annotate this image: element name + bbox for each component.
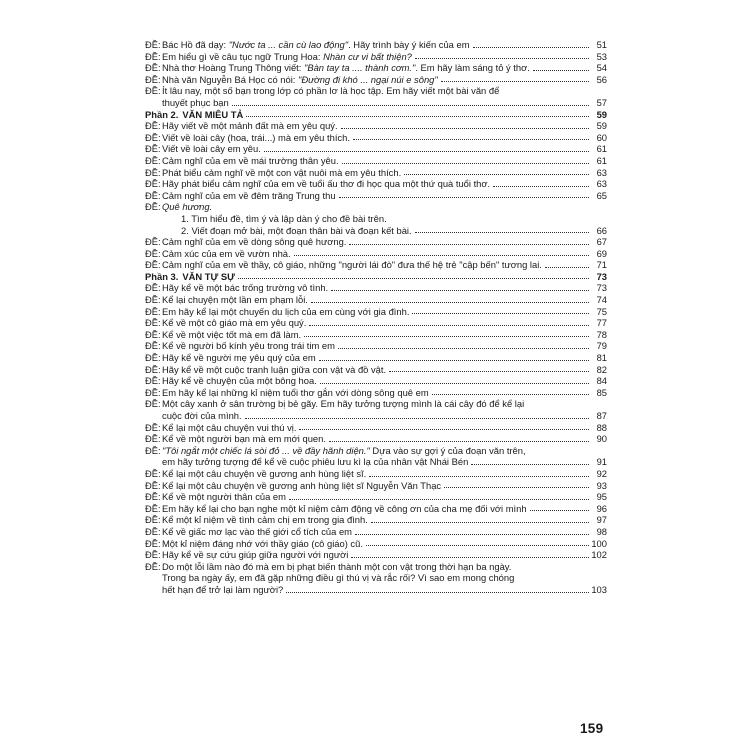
sub-entry-text: Viết đoạn mở bài, một đoạn thân bài và đoạn kết bài. xyxy=(191,224,412,236)
entry-prefix: ĐỀ: xyxy=(145,375,161,387)
dot-leader xyxy=(339,197,589,198)
entry-title xyxy=(162,445,526,457)
entry-text: Bác Hồ đã dạy: xyxy=(162,39,229,50)
entry-text: Viết về loài cây em yêu. xyxy=(162,143,261,155)
entry-prefix: ĐỀ: xyxy=(145,560,161,572)
dot-leader xyxy=(329,441,589,442)
entry-page-number: 92 xyxy=(596,467,607,479)
entry-title xyxy=(162,538,363,550)
dot-leader xyxy=(286,592,589,593)
dot-leader xyxy=(232,105,589,106)
entry-text: Hãy kể về sự cứu giúp giữa người với người xyxy=(162,549,349,561)
dot-leader xyxy=(304,336,589,337)
entry-text: Hãy viết về một mảnh đất mà em yêu quý. xyxy=(162,120,338,132)
dot-leader xyxy=(369,476,589,477)
entry-text: Cảm nghĩ của em về dòng sông quê hương. xyxy=(162,236,347,248)
entry-text: Hãy phát biểu cảm nghĩ của em về tuổi ấu thơ đi học qua một thứ quà tuổi thơ. xyxy=(162,178,491,190)
toc-entry xyxy=(145,85,607,97)
entry-text: Em hãy kể lại cho bạn nghe một kỉ niệm cảm động về công ơn của cha mẹ đối với mình xyxy=(162,502,527,514)
sub-entry-text: Tìm hiểu đề, tìm ý và lập dàn ý cho đề bài trên. xyxy=(191,212,387,224)
entry-prefix: ĐỀ: xyxy=(145,236,161,248)
toc-entry xyxy=(145,248,607,260)
entry-text: VĂN MIÊU TẢ xyxy=(182,108,244,120)
entry-title xyxy=(162,456,468,468)
toc-entry xyxy=(145,306,607,318)
toc-entry xyxy=(145,398,607,410)
entry-text-tail: . Hãy trình bày ý kiến của em xyxy=(348,39,470,50)
entry-title xyxy=(162,340,335,352)
toc-entry xyxy=(145,190,607,202)
entry-title xyxy=(162,155,339,167)
entry-prefix: ĐỀ: xyxy=(145,467,161,479)
entry-page-number: 71 xyxy=(596,259,607,271)
entry-prefix: ĐỀ: xyxy=(145,62,161,74)
entry-title xyxy=(162,120,338,132)
entry-page-number: 97 xyxy=(596,514,607,526)
entry-prefix: ĐỀ: xyxy=(145,201,161,213)
entry-title xyxy=(162,480,441,492)
toc-entry xyxy=(145,143,607,155)
toc-entry xyxy=(145,74,607,86)
toc-entry xyxy=(145,329,607,341)
entry-text: Em hãy kể lại những kỉ niệm tuổi thơ gắn với dòng sông quê em xyxy=(162,386,429,398)
toc-entry xyxy=(145,584,607,596)
entry-text: VĂN TỰ SỰ xyxy=(182,270,235,282)
dot-leader xyxy=(371,522,589,523)
entry-title xyxy=(162,178,490,190)
entry-title xyxy=(162,503,527,515)
dot-leader xyxy=(299,429,589,430)
entry-page-number: 53 xyxy=(596,50,607,62)
entry-page-number: 75 xyxy=(596,305,607,317)
entry-prefix: ĐỀ: xyxy=(145,317,161,329)
entry-text: Kể về một người thân của em xyxy=(162,491,286,503)
entry-title xyxy=(162,352,316,364)
dot-leader xyxy=(338,348,589,349)
entry-page-number: 96 xyxy=(596,502,607,514)
dot-leader xyxy=(353,139,589,140)
dot-leader xyxy=(331,290,589,291)
entry-title xyxy=(162,433,326,445)
entry-prefix: ĐỀ: xyxy=(145,525,161,537)
entry-prefix: ĐỀ: xyxy=(145,294,161,306)
toc-entry xyxy=(145,340,607,352)
entry-page-number: 82 xyxy=(596,363,607,375)
entry-page-number: 84 xyxy=(596,375,607,387)
toc-entry xyxy=(145,236,607,248)
entry-title xyxy=(162,514,368,526)
toc-entry xyxy=(145,364,607,376)
entry-page-number: 79 xyxy=(596,340,607,352)
entry-title xyxy=(162,422,296,434)
entry-title xyxy=(162,375,317,387)
entry-text: Hãy kể về chuyện của một bông hoa. xyxy=(162,375,317,387)
dot-leader xyxy=(342,163,589,164)
entry-title xyxy=(162,561,511,573)
entry-page-number: 59 xyxy=(596,108,607,120)
entry-title xyxy=(162,329,301,341)
entry-title xyxy=(162,97,229,109)
entry-title xyxy=(162,132,350,144)
entry-page-number: 63 xyxy=(596,166,607,178)
entry-page-number: 69 xyxy=(596,247,607,259)
toc-entry xyxy=(145,468,607,480)
entry-title xyxy=(162,526,352,538)
toc-entry xyxy=(145,294,607,306)
page-number: 159 xyxy=(580,721,604,736)
entry-text: Viết về loài cây (hoa, trái...) mà em yêu thích. xyxy=(162,131,350,143)
entry-page-number: 67 xyxy=(596,236,607,248)
entry-prefix: ĐỀ: xyxy=(145,259,161,271)
toc-entry xyxy=(145,572,607,584)
entry-prefix: ĐỀ: xyxy=(145,502,161,514)
entry-text: em hãy tưởng tượng để kể về cuộc phiêu lưu kì lạ của nhân vật Nhái Bén xyxy=(162,456,469,468)
dot-leader xyxy=(341,128,589,129)
entry-title xyxy=(162,259,542,271)
entry-page-number: 77 xyxy=(596,317,607,329)
toc-sub-entry xyxy=(145,225,607,237)
entry-text: thuyết phục bạn xyxy=(162,96,229,108)
entry-title xyxy=(162,236,346,248)
entry-title xyxy=(162,167,401,179)
entry-title xyxy=(162,572,514,584)
entry-prefix: ĐỀ: xyxy=(145,166,161,178)
entry-text: Kể lại một câu chuyện về gương anh hùng liệt sĩ. xyxy=(162,467,367,479)
entry-text: Kể một kỉ niệm về tình cảm chị em trong gia đình. xyxy=(162,514,368,526)
entry-prefix: ĐỀ: xyxy=(145,514,161,526)
dot-leader xyxy=(289,499,589,500)
entry-page-number: 91 xyxy=(596,456,607,468)
entry-quote: "Bàn tay ta .... thành cơm." xyxy=(304,62,416,74)
entry-text: Kể về người bố kính yêu trong trái tim em xyxy=(162,340,335,352)
toc-entry xyxy=(145,538,607,550)
dot-leader xyxy=(471,464,589,465)
dot-leader xyxy=(441,81,589,82)
table-of-contents xyxy=(145,39,607,596)
dot-leader xyxy=(545,267,589,268)
toc-entry xyxy=(145,167,607,179)
entry-quote: Nhàn cư vi bất thiện? xyxy=(323,50,412,62)
entry-page-number: 90 xyxy=(596,433,607,445)
sub-entry-title xyxy=(181,213,387,225)
entry-prefix: ĐỀ: xyxy=(145,491,161,503)
entry-text: Do một lỗi lầm nào đó mà em bị phạt biến thành một con vật trong thời hạn ba ngày. xyxy=(162,560,512,572)
entry-page-number: 59 xyxy=(596,120,607,132)
entry-text: cuộc đời của mình. xyxy=(162,410,242,421)
toc-entry xyxy=(145,39,607,51)
toc-entry xyxy=(145,387,607,399)
dot-leader xyxy=(444,487,589,488)
entry-text: Cảm nghĩ của em về thầy, cô giáo, những "người lái đò" đưa thế hệ trẻ "cập bến" tương lai. xyxy=(162,259,542,271)
toc-entry xyxy=(145,526,607,538)
dot-leader xyxy=(246,116,589,117)
section-label: Phần 3. xyxy=(145,270,179,282)
section-heading xyxy=(145,109,607,121)
entry-prefix: ĐỀ: xyxy=(145,398,161,410)
entry-text: Em hãy kể lại một chuyến du lịch của em cùng với gia đình. xyxy=(162,305,410,317)
entry-prefix: ĐỀ: xyxy=(145,305,161,317)
entry-page-number: 54 xyxy=(596,62,607,74)
entry-title xyxy=(162,410,242,422)
entry-prefix: ĐỀ: xyxy=(145,247,161,259)
toc-entry xyxy=(145,503,607,515)
entry-text: Cảm nghĩ của em về đêm trăng Trung thu xyxy=(162,189,336,201)
entry-page-number: 85 xyxy=(596,386,607,398)
toc-entry xyxy=(145,51,607,63)
entry-prefix: ĐỀ: xyxy=(145,154,161,166)
entry-text: Cảm xúc của em về vườn nhà. xyxy=(162,247,291,259)
entry-title xyxy=(162,317,306,329)
entry-text: Nhà thơ Hoàng Trung Thông viết: xyxy=(162,62,304,74)
dot-leader xyxy=(264,151,589,152)
entry-prefix: ĐỀ: xyxy=(145,328,161,340)
entry-text: Trong ba ngày ấy, em đã gặp những điều gì thú vị và rắc rối? Vì sao em mong chóng xyxy=(162,572,515,584)
dot-leader xyxy=(533,70,589,71)
entry-text: Kể về giấc mơ lạc vào thế giới cổ tích của em xyxy=(162,525,352,537)
toc-entry xyxy=(145,352,607,364)
dot-leader xyxy=(366,545,589,546)
dot-leader xyxy=(320,383,589,384)
entry-prefix: ĐỀ: xyxy=(145,85,161,97)
entry-prefix: ĐỀ: xyxy=(145,39,161,50)
entry-title xyxy=(162,143,261,155)
entry-title xyxy=(162,62,530,74)
sub-entry-number: 2. xyxy=(181,224,189,236)
entry-title xyxy=(162,364,386,376)
entry-prefix: ĐỀ: xyxy=(145,433,161,445)
entry-prefix: ĐỀ: xyxy=(145,479,161,491)
entry-title xyxy=(162,294,308,306)
entry-text: Hãy kể về người mẹ yêu quý của em xyxy=(162,352,316,364)
dot-leader xyxy=(432,394,589,395)
dot-leader xyxy=(319,360,589,361)
entry-page-number: 57 xyxy=(596,96,607,108)
entry-prefix: ĐỀ: xyxy=(145,549,161,561)
dot-leader xyxy=(355,534,589,535)
entry-page-number: 74 xyxy=(596,294,607,306)
entry-text: Kể lại chuyện một lần em phạm lỗi. xyxy=(162,294,308,306)
entry-prefix: ĐỀ: xyxy=(145,120,161,132)
entry-quote: "Nước ta ... cần cù lao động" xyxy=(228,39,349,50)
toc-entry xyxy=(145,62,607,74)
dot-leader xyxy=(530,510,589,511)
entry-prefix: ĐỀ: xyxy=(145,363,161,375)
toc-entry xyxy=(145,561,607,573)
entry-title xyxy=(162,74,438,86)
entry-prefix: ĐỀ: xyxy=(145,189,161,201)
entry-text: Em hiểu gì về câu tục ngữ Trung Hoa: xyxy=(162,50,324,62)
toc-entry xyxy=(145,97,607,109)
entry-text: Cảm nghĩ của em về mái trường thân yêu. xyxy=(162,154,339,166)
entry-title xyxy=(162,282,328,294)
entry-page-number: 66 xyxy=(596,224,607,236)
dot-leader xyxy=(415,232,589,233)
entry-text: Nhà văn Nguyễn Bá Học có nói: xyxy=(162,73,299,85)
entry-title xyxy=(162,190,336,202)
entry-text-tail: . Em hãy làm sáng tỏ ý thơ. xyxy=(415,62,530,74)
entry-page-number: 61 xyxy=(596,143,607,155)
section-label: Phần 2. xyxy=(145,108,179,120)
sub-entry-number: 1. xyxy=(181,212,189,224)
entry-text: Hãy kể về một cuộc tranh luận giữa con vật và đồ vật. xyxy=(162,363,387,375)
dot-leader xyxy=(351,557,589,558)
entry-page-number: 87 xyxy=(596,410,607,421)
entry-page-number: 60 xyxy=(596,131,607,143)
toc-entry xyxy=(145,491,607,503)
dot-leader xyxy=(294,255,589,256)
toc-entry xyxy=(145,259,607,271)
toc-entry xyxy=(145,375,607,387)
entry-title xyxy=(162,584,283,596)
toc-entry xyxy=(145,201,607,213)
toc-entry xyxy=(145,120,607,132)
dot-leader xyxy=(389,371,589,372)
toc-entry xyxy=(145,132,607,144)
toc-entry xyxy=(145,422,607,434)
entry-quote: "Đường đi khó ... ngại núi e sông" xyxy=(298,73,438,85)
entry-page-number: 95 xyxy=(596,491,607,503)
entry-prefix: ĐỀ: xyxy=(145,444,161,456)
dot-leader xyxy=(311,302,589,303)
entry-prefix: ĐỀ: xyxy=(145,131,161,143)
entry-page-number: 103 xyxy=(591,583,607,595)
entry-prefix: ĐỀ: xyxy=(145,352,161,364)
entry-text: Ít lâu nay, một số bạn trong lớp có phần lơ là học tập. Em hãy viết một bài văn để xyxy=(162,85,500,97)
entry-prefix: ĐỀ: xyxy=(145,73,161,85)
dot-leader xyxy=(412,313,589,314)
entry-text: Kể về một cô giáo mà em yêu quý. xyxy=(162,317,307,329)
entry-page-number: 51 xyxy=(596,39,607,50)
entry-page-number: 65 xyxy=(596,189,607,201)
entry-page-number: 100 xyxy=(591,537,607,549)
toc-entry xyxy=(145,317,607,329)
entry-text-tail: Dựa vào sự gợi ý của đoạn văn trên, xyxy=(369,444,526,456)
dot-leader xyxy=(309,325,589,326)
toc-entry xyxy=(145,514,607,526)
entry-text: Một kỉ niệm đáng nhớ với thầy giáo (cô giáo) cũ. xyxy=(162,537,363,549)
toc-entry xyxy=(145,178,607,190)
entry-page-number: 56 xyxy=(596,73,607,85)
entry-prefix: ĐỀ: xyxy=(145,50,161,62)
entry-prefix: ĐỀ: xyxy=(145,340,161,352)
entry-quote: "Tôi ngắt một chiếc lá sòi đỏ ... về đầy hãnh diện." xyxy=(162,444,370,456)
entry-text: Phát biểu cảm nghĩ về một con vật nuôi mà em yêu thích. xyxy=(162,166,402,178)
entry-title xyxy=(182,109,243,121)
entry-title xyxy=(162,549,348,561)
sub-entry-title xyxy=(181,225,412,237)
toc-sub-entry xyxy=(145,213,607,225)
dot-leader xyxy=(493,186,589,187)
entry-page-number: 93 xyxy=(596,479,607,491)
entry-prefix: ĐỀ: xyxy=(145,178,161,190)
dot-leader xyxy=(404,174,589,175)
entry-page-number: 73 xyxy=(596,282,607,294)
entry-title xyxy=(162,248,291,260)
entry-page-number: 98 xyxy=(596,525,607,537)
entry-title xyxy=(162,387,429,399)
dot-leader xyxy=(415,58,589,59)
entry-page-number: 78 xyxy=(596,328,607,340)
entry-quote: Quê hương. xyxy=(162,201,213,213)
toc-entry xyxy=(145,282,607,294)
toc-entry xyxy=(145,433,607,445)
entry-prefix: ĐỀ: xyxy=(145,537,161,549)
toc-entry xyxy=(145,549,607,561)
entry-text: Hãy kể về một bác trống trường vô tình. xyxy=(162,282,329,294)
entry-page-number: 63 xyxy=(596,178,607,190)
toc-entry xyxy=(145,480,607,492)
dot-leader xyxy=(349,244,589,245)
entry-title xyxy=(182,271,235,283)
entry-text: Một cây xanh ở sân trường bị bẻ gãy. Em hãy tưởng tượng mình là cái cây đó để kể lại xyxy=(162,398,525,410)
toc-entry xyxy=(145,155,607,167)
entry-title xyxy=(162,306,409,318)
entry-text: Kể về một người bạn mà em mới quen. xyxy=(162,433,326,445)
entry-page-number: 81 xyxy=(596,352,607,364)
entry-prefix: ĐỀ: xyxy=(145,421,161,433)
entry-text: Kể về một việc tốt mà em đã làm. xyxy=(162,328,302,340)
toc-entry xyxy=(145,445,607,457)
entry-title xyxy=(162,398,524,410)
entry-prefix: ĐỀ: xyxy=(145,282,161,294)
dot-leader xyxy=(473,47,589,48)
entry-text: hết hạn để trở lại làm người? xyxy=(162,583,284,595)
entry-page-number: 73 xyxy=(596,270,607,282)
entry-text: Kể lại một câu chuyện về gương anh hùng liệt sĩ Nguyễn Văn Thạc xyxy=(162,479,442,491)
entry-page-number: 102 xyxy=(591,549,607,561)
entry-title xyxy=(162,491,286,503)
entry-prefix: ĐỀ: xyxy=(145,143,161,155)
entry-title xyxy=(162,85,499,97)
entry-page-number: 61 xyxy=(596,154,607,166)
toc-entry xyxy=(145,456,607,468)
entry-title xyxy=(162,201,212,213)
dot-leader xyxy=(245,418,589,419)
entry-title xyxy=(162,39,470,51)
section-heading xyxy=(145,271,607,283)
toc-entry xyxy=(145,410,607,422)
entry-text: Kể lại một câu chuyện vui thú vị. xyxy=(162,421,297,433)
entry-prefix: ĐỀ: xyxy=(145,386,161,398)
entry-title xyxy=(162,468,366,480)
entry-title xyxy=(162,51,412,63)
dot-leader xyxy=(238,278,589,279)
entry-page-number: 88 xyxy=(596,421,607,433)
